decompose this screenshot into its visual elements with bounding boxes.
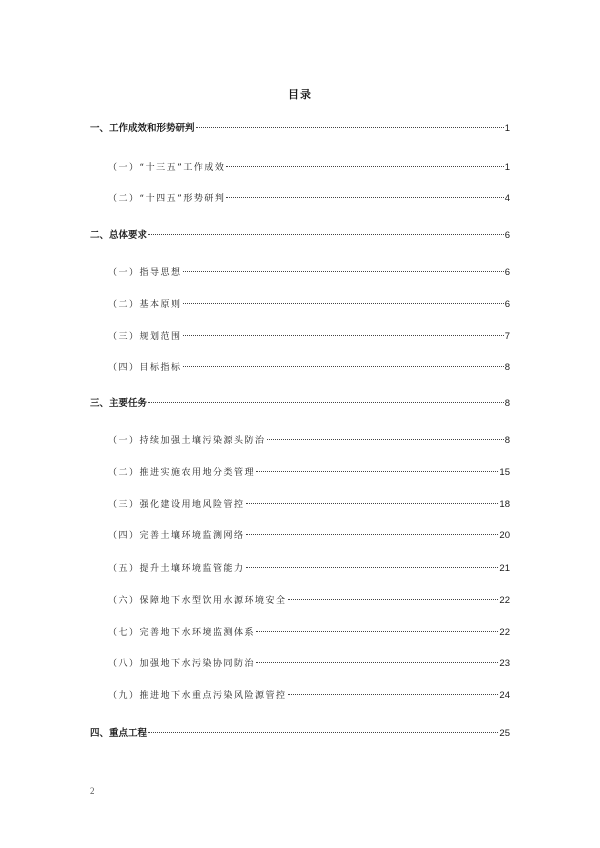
dot-leader — [183, 366, 504, 367]
dot-leader — [183, 303, 504, 304]
toc-entry-page-number: 8 — [504, 362, 510, 373]
toc-entry-page-number: 1 — [504, 123, 510, 134]
toc-subsection-entry[interactable] — [90, 466, 510, 480]
toc-entry-page-number: 22 — [499, 627, 510, 638]
toc-entry-label: 三、主要任务 — [90, 398, 148, 409]
toc-entry-label: （三）强化建设用地风险管控 — [108, 500, 245, 510]
toc-entry-label: 四、重点工程 — [90, 728, 148, 739]
toc-entry-page-number: 1 — [504, 162, 510, 173]
dot-leader — [148, 402, 504, 403]
toc-entry-label: （二）推进实施农用地分类管理 — [108, 468, 256, 478]
toc-entry-label: （五）提升土壤环境监管能力 — [108, 564, 245, 574]
dot-leader — [256, 631, 498, 632]
toc-subsection-entry[interactable] — [90, 594, 510, 608]
toc-entry-label: （二）基本原则 — [108, 300, 182, 310]
toc-entry-page-number: 25 — [499, 728, 510, 739]
toc-subsection-entry[interactable] — [90, 192, 510, 206]
toc-subsection-entry[interactable] — [90, 266, 510, 280]
toc-entry-page-number: 8 — [504, 435, 510, 446]
toc-subsection-entry[interactable] — [90, 529, 510, 543]
toc-entry-label: （四）目标指标 — [108, 363, 182, 373]
toc-entry-page-number: 6 — [504, 230, 510, 241]
toc-section-entry[interactable] — [90, 122, 510, 136]
toc-subsection-entry[interactable] — [90, 361, 510, 375]
dot-leader — [246, 567, 499, 568]
toc-entry-label: 二、总体要求 — [90, 230, 148, 241]
toc-entry-label: （一）持续加强土壤污染源头防治 — [108, 436, 266, 446]
toc-section-entry[interactable] — [90, 397, 510, 411]
dot-leader — [246, 534, 499, 535]
toc-title: 目录 — [288, 88, 312, 101]
dot-leader — [148, 732, 498, 733]
toc-entry-label: （二）“十四五”形势研判 — [108, 194, 226, 204]
toc-subsection-entry[interactable] — [90, 434, 510, 448]
toc-subsection-entry[interactable] — [90, 657, 510, 671]
dot-leader — [183, 335, 504, 336]
toc-entry-page-number: 4 — [504, 193, 510, 204]
dot-leader — [288, 599, 499, 600]
dot-leader — [226, 197, 503, 198]
toc-entry-label: （四）完善土壤环境监测网络 — [108, 531, 245, 541]
dot-leader — [288, 694, 499, 695]
toc-entry-label: （九）推进地下水重点污染风险源管控 — [108, 691, 287, 701]
toc-entry-label: 一、工作成效和形势研判 — [90, 123, 195, 134]
toc-entry-page-number: 6 — [504, 267, 510, 278]
toc-entry-page-number: 24 — [499, 690, 510, 701]
dot-leader — [148, 234, 504, 235]
toc-subsection-entry[interactable] — [90, 330, 510, 344]
toc-subsection-entry[interactable] — [90, 498, 510, 512]
toc-entry-page-number: 21 — [499, 563, 510, 574]
dot-leader — [256, 471, 498, 472]
toc-entry-label: （六）保障地下水型饮用水源环境安全 — [108, 596, 287, 606]
toc-subsection-entry[interactable] — [90, 689, 510, 703]
page-number: 2 — [90, 786, 95, 796]
dot-leader — [256, 662, 498, 663]
toc-section-entry[interactable] — [90, 727, 510, 741]
toc-entry-page-number: 7 — [504, 331, 510, 342]
toc-entry-label: （一）“十三五”工作成效 — [108, 163, 226, 173]
toc-subsection-entry[interactable] — [90, 626, 510, 640]
dot-leader — [267, 439, 504, 440]
toc-subsection-entry[interactable] — [90, 562, 510, 576]
dot-leader — [246, 503, 499, 504]
toc-entry-page-number: 23 — [499, 658, 510, 669]
toc-subsection-entry[interactable] — [90, 298, 510, 312]
dot-leader — [196, 127, 504, 128]
toc-entry-label: （七）完善地下水环境监测体系 — [108, 628, 256, 638]
toc-entry-page-number: 18 — [499, 499, 510, 510]
toc-entry-label: （三）规划范围 — [108, 332, 182, 342]
dot-leader — [226, 166, 503, 167]
toc-section-entry[interactable] — [90, 229, 510, 243]
toc-entry-label: （八）加强地下水污染协同防治 — [108, 659, 256, 669]
toc-entry-page-number: 6 — [504, 299, 510, 310]
toc-entry-page-number: 15 — [499, 467, 510, 478]
dot-leader — [183, 271, 504, 272]
toc-entry-page-number: 20 — [499, 530, 510, 541]
toc-subsection-entry[interactable] — [90, 161, 510, 175]
toc-entry-label: （一）指导思想 — [108, 268, 182, 278]
toc-entry-page-number: 8 — [504, 398, 510, 409]
toc-entry-page-number: 22 — [499, 595, 510, 606]
